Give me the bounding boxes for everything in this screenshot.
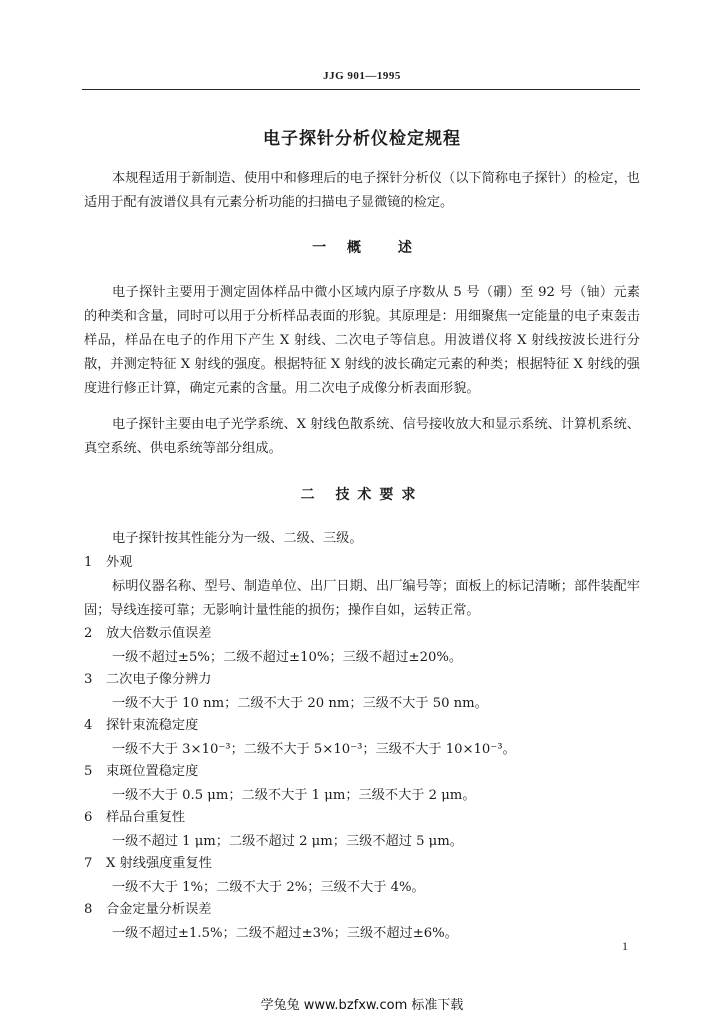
requirement-item: [84, 622, 640, 646]
item-number: 6: [84, 810, 93, 825]
item-number: 1: [84, 555, 93, 570]
item-label: 样品台重复性: [106, 810, 186, 825]
section-1-number: 一: [312, 240, 327, 256]
header-rule: [82, 89, 640, 90]
section-2-heading: [0, 484, 724, 504]
item-number: 5: [84, 764, 93, 779]
section-1-title-part-a: 概: [347, 240, 361, 256]
item-number: 4: [84, 718, 93, 733]
item-value: 一级不超过 1 μm；二级不超过 2 μm；三级不超过 5 μm。: [112, 834, 463, 849]
footer-watermark[interactable]: 学兔兔 www.bzfxw.com 标准下载: [260, 998, 464, 1013]
requirement-item: [84, 714, 640, 738]
item-value: 一级不超过±5%；二级不超过±10%；三级不超过±20%。: [112, 650, 463, 665]
section-1-title-part-b: 述: [397, 240, 412, 256]
item-label: 探针束流稳定度: [106, 718, 199, 733]
section-1-paragraph-2: 电子探针主要由电子光学系统、X 射线色散系统、信号接收放大和显示系统、计算机系统、真空系统、供电系统等部分组成。: [84, 417, 640, 456]
requirement-item: [84, 668, 640, 692]
item-value: 一级不大于 1%；二级不大于 2%；三级不大于 4%。: [112, 880, 425, 895]
requirement-item: [84, 551, 640, 575]
section-2-intro: 电子探针按其性能分为一级、二级、三级。: [112, 531, 363, 546]
item-label: 束斑位置稳定度: [106, 764, 199, 779]
item-label: 合金定量分析误差: [106, 902, 212, 917]
item-value: 一级不大于 3×10⁻³；二级不大于 5×10⁻³；三级不大于 10×10⁻³。: [112, 742, 516, 757]
intro-paragraph: 本规程适用于新制造、使用中和修理后的电子探针分析仪（以下简称电子探针）的检定，也适用于配有波谱仪具有元素分析功能的扫描电子显微镜的检定。: [84, 171, 640, 210]
item-label: X 射线强度重复性: [106, 856, 212, 871]
item-number: 3: [84, 672, 93, 687]
item-label: 外观: [106, 555, 133, 570]
requirement-item: [84, 806, 640, 830]
requirement-item: [84, 760, 640, 784]
section-1-paragraph-1: 电子探针主要用于测定固体样品中微小区域内原子序数从 5 号（硼）至 92 号（铀）元素的种类和含量，同时可以用于分析样品表面的形貌。其原理是：用细聚焦一定能量的电子束轰击样品，样品在电子的作用下产生 X 射线、二次电子等信息。用波谱仪将 X 射线按波长进行分散，并测定特征 X 射线的强度。根据特征 X 射线的波长确定元素的种类；根据特征 X 射线的强度进行修正计算，确定元素的含量。用二次电子成像分析表面形貌。: [84, 285, 640, 396]
requirement-item: [84, 898, 640, 922]
item-value: 标明仪器名称、型号、制造单位、出厂日期、出厂编号等；面板上的标记清晰；部件装配牢固；导线连接可靠；无影响计量性能的损伤；操作自如，运转正常。: [84, 579, 640, 618]
item-number: 2: [84, 626, 93, 641]
section-2-title: 技术要求: [335, 487, 424, 503]
document-title: 电子探针分析仪检定规程: [263, 129, 461, 149]
standard-code: JJG 901—1995: [323, 70, 401, 82]
requirement-item: [84, 852, 640, 876]
section-1-heading: [0, 237, 724, 257]
item-value: 一级不大于 0.5 μm；二级不大于 1 μm；三级不大于 2 μm。: [112, 788, 476, 803]
section-2-number: 二: [300, 487, 315, 503]
item-value: 一级不大于 10 nm；二级不大于 20 nm；三级不大于 50 nm。: [112, 696, 488, 711]
item-label: 放大倍数示值误差: [106, 626, 212, 641]
item-label: 二次电子像分辨力: [106, 672, 212, 687]
page-number: 1: [622, 939, 628, 953]
item-number: 7: [84, 856, 93, 871]
item-number: 8: [84, 902, 93, 917]
item-value: 一级不超过±1.5%；二级不超过±3%；三级不超过±6%。: [112, 926, 458, 941]
